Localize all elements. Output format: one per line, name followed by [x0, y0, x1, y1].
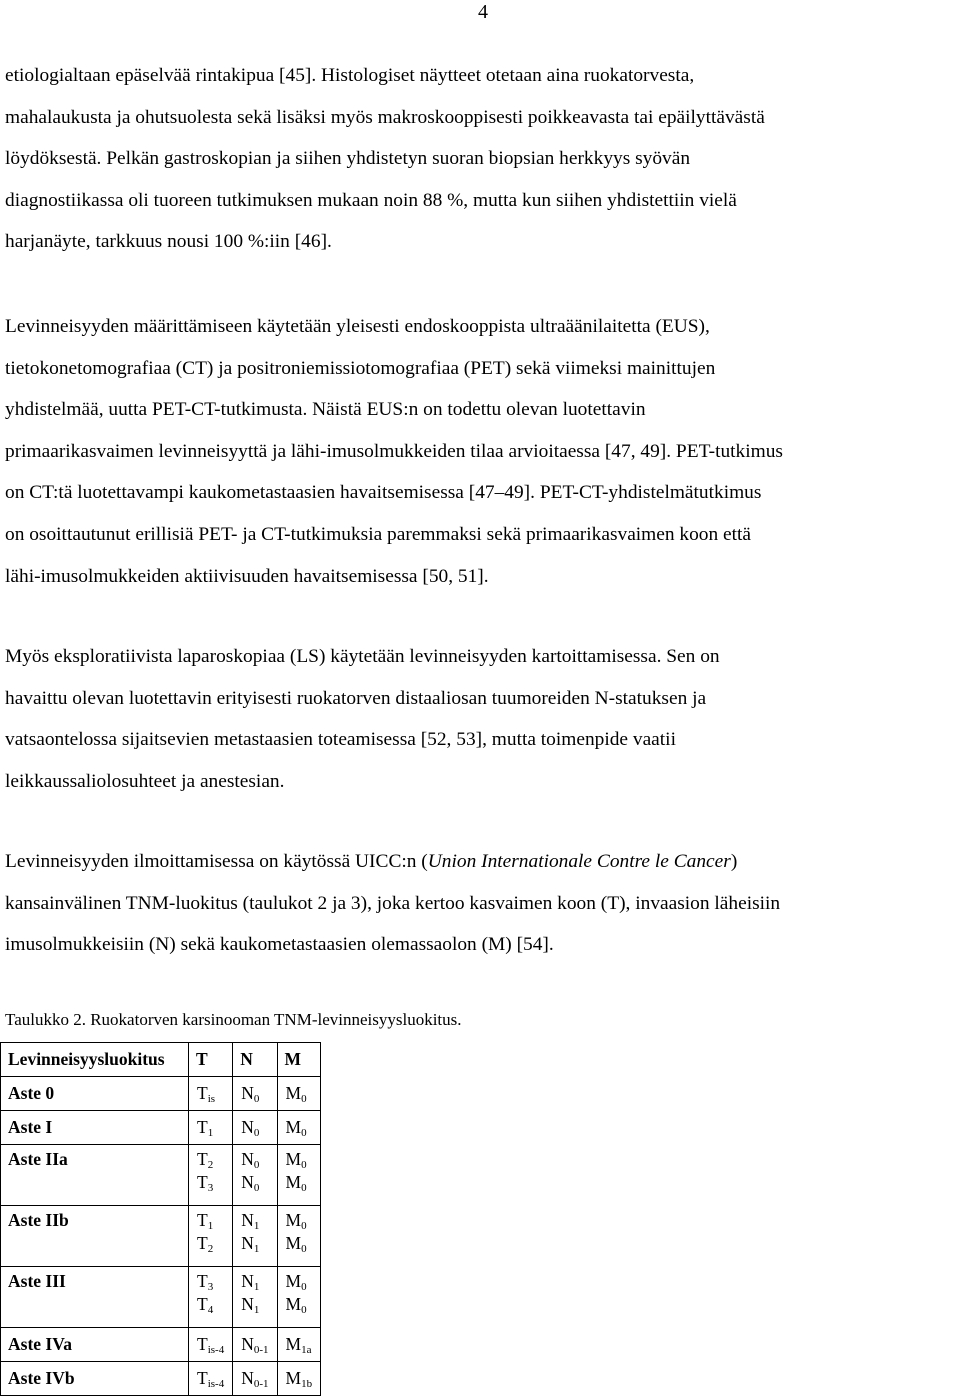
m-value — [286, 1082, 313, 1105]
symbol: T — [197, 1083, 208, 1103]
subscript: 0 — [253, 1093, 260, 1105]
subscript: 0 — [301, 1182, 307, 1194]
stage-cell: Aste IIb — [1, 1206, 189, 1267]
subscript: 0-1 — [253, 1344, 269, 1356]
text-segment: Levinneisyyden ilmoittamisessa on käytössä UICC:n ( — [5, 851, 428, 872]
subscript: 1 — [253, 1281, 260, 1293]
subscript: 0 — [301, 1220, 307, 1232]
t-value — [197, 1367, 224, 1390]
n-value — [241, 1148, 268, 1171]
m-value — [286, 1270, 313, 1293]
m-cell — [277, 1362, 321, 1396]
header-n: N — [233, 1043, 277, 1077]
symbol: N — [241, 1117, 254, 1137]
text-line: yhdistelmää, uutta PET-CT-tutkimusta. Näistä EUS:n on todettu olevan luotettavin — [5, 399, 646, 421]
text-line: kansainvälinen TNM-luokitus (taulukot 2 ja 3), joka kertoo kasvaimen koon (T), invaasion läheisiin — [5, 892, 781, 914]
symbol: T — [197, 1233, 208, 1253]
t-value — [197, 1333, 224, 1356]
n-value — [241, 1232, 268, 1255]
text-line: etiologialtaan epäselvää rintakipua [45]. Histologiset näytteet otetaan aina ruokatorvesta, — [5, 65, 695, 86]
text-line: Levinneisyyden määrittämiseen käytetään yleisesti endoskooppista ultraäänilaitetta (EUS), — [5, 316, 710, 337]
table-row — [1, 1145, 321, 1206]
page-number: 4 — [478, 1, 488, 23]
text-line: mahalaukusta ja ohutsuolesta sekä lisäksi myös makroskooppisesti poikkeavasta tai epäilyttävästä — [5, 106, 765, 128]
n-value — [241, 1293, 268, 1316]
symbol: N — [241, 1210, 254, 1230]
text-line: on osoittautunut erillisiä PET- ja CT-tutkimuksia paremmaksi sekä primaarikasvaimen koon että — [5, 523, 752, 545]
stage-cell: Aste IIa — [1, 1145, 189, 1206]
symbol: M — [285, 1233, 302, 1253]
subscript: 0 — [301, 1243, 307, 1255]
symbol: T — [197, 1271, 208, 1291]
subscript: 1 — [207, 1220, 214, 1232]
m-value — [286, 1293, 313, 1316]
t-value — [197, 1171, 224, 1194]
m-value — [286, 1171, 313, 1194]
symbol: M — [285, 1149, 302, 1169]
subscript: 2 — [207, 1159, 214, 1171]
t-cell — [189, 1206, 233, 1267]
table-row — [1, 1111, 321, 1145]
subscript: is-4 — [207, 1378, 225, 1390]
subscript: 0-1 — [253, 1378, 269, 1390]
n-value — [241, 1333, 268, 1356]
header-stage: Levinneisyysluokitus — [1, 1043, 189, 1077]
table-header-row — [1, 1043, 321, 1077]
stage-cell: Aste IVa — [1, 1328, 189, 1362]
symbol: M — [285, 1271, 302, 1291]
symbol: M — [285, 1172, 302, 1192]
n-cell — [233, 1206, 277, 1267]
subscript: 4 — [207, 1304, 214, 1316]
paragraph-2 — [5, 306, 960, 597]
table-row — [1, 1362, 321, 1396]
n-value — [241, 1171, 268, 1194]
text-line: lähi-imusolmukkeiden aktiivisuuden havaitsemisessa [50, 51]. — [5, 565, 489, 587]
t-value — [197, 1270, 224, 1293]
t-value — [197, 1209, 224, 1232]
m-cell — [277, 1145, 321, 1206]
paragraph-4 — [5, 841, 960, 966]
subscript: 1a — [301, 1344, 312, 1356]
subscript: 0 — [301, 1127, 307, 1139]
symbol: N — [241, 1233, 254, 1253]
symbol: T — [197, 1368, 208, 1388]
text-segment: ) — [730, 851, 738, 872]
n-cell — [233, 1077, 277, 1111]
subscript: 1 — [253, 1304, 260, 1316]
text-line: primaarikasvaimen levinneisyyttä ja lähi-imusolmukkeiden tilaa arvioitaessa [47, 49]. PET-tutkimus — [5, 440, 783, 462]
subscript: 0 — [253, 1127, 260, 1139]
t-value — [197, 1148, 224, 1171]
t-cell — [189, 1328, 233, 1362]
symbol: N — [241, 1334, 254, 1354]
n-cell — [233, 1111, 277, 1145]
symbol: M — [285, 1294, 302, 1314]
symbol: T — [197, 1149, 208, 1169]
symbol: N — [241, 1083, 254, 1103]
table-row — [1, 1328, 321, 1362]
subscript: 1 — [253, 1220, 260, 1232]
symbol: N — [241, 1294, 254, 1314]
subscript: is — [207, 1093, 216, 1105]
header-t: T — [189, 1043, 233, 1077]
subscript: 0 — [301, 1304, 307, 1316]
subscript: 1 — [253, 1243, 260, 1255]
symbol: M — [285, 1334, 302, 1354]
text-line — [5, 841, 960, 883]
symbol: M — [285, 1117, 302, 1137]
stage-cell: Aste 0 — [1, 1077, 189, 1111]
n-value — [241, 1116, 268, 1139]
symbol: M — [285, 1210, 302, 1230]
text-line: on CT:tä luotettavampi kaukometastaasien havaitsemisessa [47–49]. PET-CT-yhdistelmätutkimus — [5, 482, 762, 504]
text-line: imusolmukkeisiin (N) sekä kaukometastaasien olemassaolon (M) [54]. — [5, 934, 554, 956]
text-line: löydöksestä. Pelkän gastroskopian ja siihen yhdistetyn suoran biopsian herkkyys syövän — [5, 148, 691, 170]
t-cell — [189, 1111, 233, 1145]
m-value — [286, 1116, 313, 1139]
stage-cell: Aste III — [1, 1267, 189, 1328]
symbol: N — [241, 1271, 254, 1291]
paragraph-1 — [5, 55, 960, 263]
text-line: harjanäyte, tarkkuus nousi 100 %:iin [46]. — [5, 231, 332, 253]
text-line: vatsaontelossa sijaitsevien metastaasien toteamisessa [52, 53], mutta toimenpide vaatii — [5, 729, 676, 751]
paragraph-3 — [5, 636, 960, 802]
n-cell — [233, 1328, 277, 1362]
n-value — [241, 1209, 268, 1232]
subscript: 3 — [207, 1281, 214, 1293]
t-value — [197, 1293, 224, 1316]
m-value — [286, 1367, 313, 1390]
m-cell — [277, 1206, 321, 1267]
t-value — [197, 1116, 224, 1139]
table-row — [1, 1267, 321, 1328]
n-cell — [233, 1362, 277, 1396]
stage-cell: Aste IVb — [1, 1362, 189, 1396]
t-cell — [189, 1267, 233, 1328]
text-line: diagnostiikassa oli tuoreen tutkimuksen mukaan noin 88 %, mutta kun siihen yhdistettiin vielä — [5, 189, 737, 211]
m-cell — [277, 1328, 321, 1362]
subscript: 0 — [253, 1182, 260, 1194]
symbol: T — [197, 1172, 208, 1192]
subscript: 3 — [207, 1182, 214, 1194]
text-line: leikkaussaliolosuhteet ja anestesian. — [5, 770, 285, 792]
n-value — [241, 1270, 268, 1293]
n-value — [241, 1082, 268, 1105]
subscript: 0 — [253, 1159, 260, 1171]
symbol: T — [197, 1210, 208, 1230]
subscript: 0 — [301, 1093, 307, 1105]
subscript: 0 — [301, 1281, 307, 1293]
m-value — [286, 1333, 313, 1356]
symbol: N — [241, 1172, 254, 1192]
subscript: 1 — [207, 1127, 214, 1139]
italic-org-name: Union Internationale Contre le Cancer — [427, 851, 731, 872]
subscript: is-4 — [207, 1344, 225, 1356]
table-row — [1, 1077, 321, 1111]
stage-cell: Aste I — [1, 1111, 189, 1145]
symbol: T — [197, 1117, 208, 1137]
text-line: Myös eksploratiivista laparoskopiaa (LS) käytetään levinneisyyden kartoittamisessa. Sen on — [5, 646, 720, 667]
tnm-table — [0, 1042, 321, 1396]
table-row — [1, 1206, 321, 1267]
text-line: tietokonetomografiaa (CT) ja positroniemissiotomografiaa (PET) sekä viimeksi mainittujen — [5, 357, 716, 379]
t-cell — [189, 1145, 233, 1206]
table-body — [1, 1077, 321, 1396]
t-cell — [189, 1077, 233, 1111]
n-value — [241, 1367, 268, 1390]
symbol: T — [197, 1334, 208, 1354]
t-value — [197, 1082, 224, 1105]
symbol: N — [241, 1149, 254, 1169]
m-value — [286, 1209, 313, 1232]
header-m: M — [277, 1043, 321, 1077]
m-cell — [277, 1267, 321, 1328]
t-cell — [189, 1362, 233, 1396]
symbol: M — [285, 1083, 302, 1103]
t-value — [197, 1232, 224, 1255]
symbol: M — [285, 1368, 302, 1388]
symbol: N — [241, 1368, 254, 1388]
m-value — [286, 1232, 313, 1255]
n-cell — [233, 1267, 277, 1328]
subscript: 0 — [301, 1159, 307, 1171]
m-cell — [277, 1077, 321, 1111]
n-cell — [233, 1145, 277, 1206]
m-value — [286, 1148, 313, 1171]
symbol: T — [197, 1294, 208, 1314]
table-caption: Taulukko 2. Ruokatorven karsinooman TNM-levinneisyysluokitus. — [5, 1010, 462, 1029]
subscript: 1b — [301, 1378, 313, 1390]
m-cell — [277, 1111, 321, 1145]
text-line: havaittu olevan luotettavin erityisesti ruokatorven distaaliosan tuumoreiden N-statuksen ja — [5, 687, 707, 709]
subscript: 2 — [207, 1243, 214, 1255]
